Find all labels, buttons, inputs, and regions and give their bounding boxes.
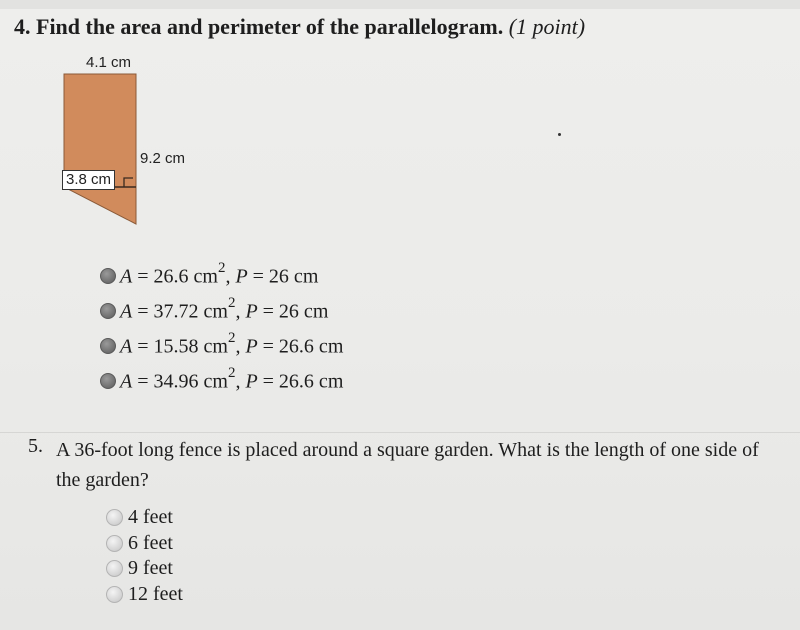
question-4-title [14,14,585,40]
option-text: A = 37.72 $cm^2$, P = 26 cm [120,294,329,323]
question-5-options [106,505,183,607]
q4-option-2[interactable] [100,293,343,328]
question-5-prompt: A 36-foot long fence is placed around a square garden. What is the length of one side of the garden? [56,439,759,491]
top-bar [0,0,800,9]
q5-option-3[interactable] [106,556,183,582]
q5-option-4[interactable] [106,582,183,608]
height-label: 3.8 cm [62,170,115,190]
question-4-prompt: Find the area and perimeter of the parallelogram. [36,14,504,39]
radio-button[interactable] [106,560,123,577]
radio-button[interactable] [106,509,123,526]
option-text: 12 feet [128,582,183,605]
q5-option-2[interactable] [106,531,183,557]
parallelogram-figure [58,54,238,254]
option-text: A = 26.6 $cm^2$, P = 26 cm [120,259,319,288]
radio-button[interactable] [100,373,116,389]
option-text: 9 feet [128,557,173,580]
q5-option-1[interactable] [106,505,183,531]
q4-option-1[interactable] [100,258,343,293]
right-side-label: 9.2 cm [140,150,186,167]
q4-option-4[interactable] [100,363,343,398]
option-text: 6 feet [128,531,173,554]
radio-button[interactable] [100,303,116,319]
question-4-options [100,258,343,398]
question-4-points: (1 point) [508,14,586,39]
radio-button[interactable] [106,535,123,552]
question-4-number: 4. [14,14,31,39]
question-5-number: 5. [28,435,43,457]
question-5 [0,432,800,605]
option-text: A = 15.58 $cm^2$, P = 26.6 cm [120,329,344,358]
option-text: 4 feet [128,506,173,529]
screen-speck [558,133,561,136]
parallelogram-shape [64,74,136,224]
radio-button[interactable] [106,586,123,603]
q4-option-3[interactable] [100,328,343,363]
radio-button[interactable] [100,268,116,284]
top-side-label: 4.1 cm [86,54,132,71]
radio-button[interactable] [100,338,116,354]
option-text: A = 34.96 $cm^2$, P = 26.6 cm [120,364,344,393]
